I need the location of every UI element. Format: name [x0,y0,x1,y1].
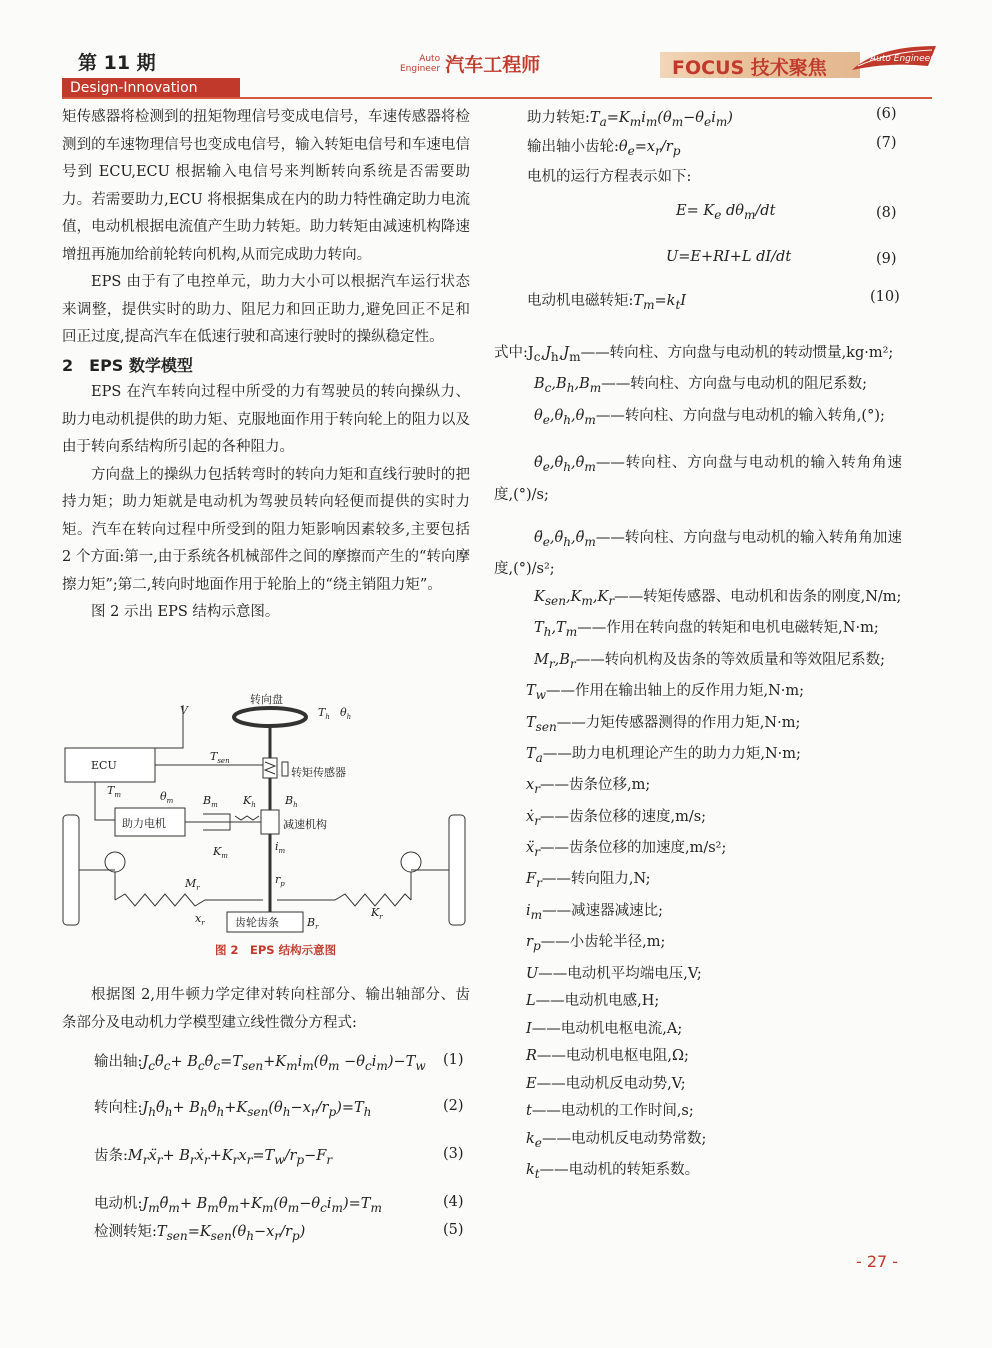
reducer-box [261,810,279,834]
issue-number: 第 11 期 [78,52,156,74]
label-th: $T_h$ [318,706,330,721]
definition-item: $\thetȧ_e,\thetȧ_h,\thetȧ_m——$转向柱、方向盘与电动机的输入转角角速度,(°)/s; [494,455,902,503]
definition-item: $T_a——$助力电机理论产生的助力力矩,N·m; [526,745,801,765]
paragraph: 根据图 2,用牛顿力学定律对转向柱部分、输出轴部分、齿条部分及电动机力学模型建立线性微分方程式: [62,987,470,1031]
definition-item: L——电动机电感,H; [526,993,660,1010]
label-v: V [180,704,188,717]
definition-item: $K_{sen},K_m,K_r——$转矩传感器、电动机和齿条的刚度,N/m; [534,588,902,608]
definition-item: $F_r——$转向阻力,N; [526,871,651,891]
rack-spring-left [115,894,263,906]
definition-item: U——电动机平均端电压,V; [526,965,702,982]
left-column-bottom [62,982,470,1037]
steering-wheel-icon [234,708,306,726]
paragraph: 方向盘上的操纵力包括转弯时的转向力矩和直线行驶时的把持力矩；助力矩就是电动机为驾驶员转向轻便而提供的实时力矩。汽车在转向过程中所受到的阻力矩影响因素较多,主要包括 2 个方面:第一,由于系统各机械部件之间的摩擦而产生的“转向摩擦力矩”;第二,转向时地面作用于轮胎上的“绕主销阻力矩”。 [62,466,470,593]
definition-item: $k_t——$电动机的转矩系数。 [526,1162,700,1181]
figure-caption: 图 2 EPS 结构示意图 [215,943,337,957]
definition-item: ẋ$_r$——齿条位移的速度,m/s; [526,808,707,828]
equation-number: (1) [443,1052,464,1068]
equation-number: (9) [876,251,897,267]
definition-item: $T_w——$作用在输出轴上的反作用力矩,N·m; [526,683,805,703]
rack-spring-right [277,894,411,906]
equation-4: 电动机$:J_m\thetä_m+$ $B_m\thetȧ_m+K_m(\theta_m-\theta_ci_m)=T_m$ [94,1196,382,1215]
section-heading: 2 EPS 数学模型 [62,355,193,375]
eps-structure-diagram [55,690,475,935]
page-number: - 27 - [856,1252,899,1271]
label-kh: $K_h$ [243,794,256,809]
paragraph: 图 2 示出 EPS 结构示意图。 [91,604,280,620]
label-steering-wheel: 转向盘 [250,693,283,706]
equation-number: (10) [870,289,900,305]
definition-item: $B_c,B_h,B_m——$转向柱、方向盘与电动机的阻尼系数; [534,376,868,396]
label-bh: $B_h$ [285,794,298,809]
label-kr: $K_r$ [371,906,383,921]
label-mr: $M_r$ [185,877,200,892]
section-band: Design-Innovation [62,78,240,98]
paragraph: 矩传感器将检测到的扭矩物理信号变成电信号，车速传感器将检测到的车速物理信号也变成电信号，输入转矩电信号和车速电信号到 ECU,ECU 根据输入电信号来判断转向系统是否需要助力。若需要助力,ECU 将根据集成在内的助力特性确定助力电流值，电动机根据电流值产生助力转矩。助力转矩由减速机构降速增扭再施加给前轮转向机构,从而完成助力转向。 [62,109,470,263]
label-theta-h: $\theta_h$ [340,706,352,721]
equation-9: U=E+RI+L dI/dt [666,249,792,265]
equation-number: (6) [876,106,897,122]
motor-equation-intro: 电机的运行方程表示如下: [527,169,692,185]
equation-3: 齿条$:M_rẍ_r+$ $B_rẋ_r+K_rx_r=T_w/r_p-F_r$ [94,1148,333,1167]
equation-number: (5) [443,1222,464,1238]
equation-5: 检测转矩$:T_{sen}=K_{sen}(\theta_h-x_r/r_p)$ [94,1224,306,1243]
definition-item: t——电动机的工作时间,s; [526,1103,694,1120]
definition-item: $T_h,T_m——$作用在转向盘的转矩和电机电磁转矩,N·m; [534,620,879,640]
definition-item: $r_p——$小齿轮半径,m; [526,934,666,954]
right-kingpin-icon [401,852,421,872]
auto-engineer-badge [848,40,940,74]
equation-6: 助力转矩$:T_a=K_mi_m(\theta_m-\theta_ei_m)$ [527,110,733,129]
definition-item: $T_{sen}——$力矩传感器测得的作用力矩,N·m; [526,714,801,734]
equation-number: (7) [876,135,897,151]
label-bm: $B_m$ [203,794,218,809]
magazine-logo [400,50,540,77]
left-column-top [62,104,470,627]
focus-title: FOCUS 技术聚焦 [672,57,827,79]
label-ecu: ECU [91,759,117,772]
equation-8: $E= K_e$ $d\theta_m/dt$ [676,203,776,222]
label-torque-sensor: 转矩传感器 [291,766,346,779]
definition-item: $\thetä_e,\thetä_h,\thetä_m——$转向柱、方向盘与电动机的输入转角角加速度,(°)/s²; [494,530,902,578]
definition-item: $M_r,B_r——$转向机构及齿条的等效质量和等效阻尼系数; [534,651,886,671]
definition-item: 式中$:J_c,J_h,J_m——$转向柱、方向盘与电动机的转动惯量,kg·m²; [494,345,894,364]
logo-title: 汽车工程师 [445,54,541,76]
equation-number: (4) [443,1194,464,1210]
label-rack: 齿轮齿条 [235,916,279,929]
label-reducer: 减速机构 [283,818,327,831]
equation-2: 转向柱$:J_h\thetä_h+$ $B_h\thetȧ_h+K_{sen}(\theta_h-x_r/r_p)=T_h$ [94,1100,372,1119]
label-tsen: $T_{sen}$ [210,750,230,765]
label-xr: $x_r$ [195,912,205,927]
left-wheel-icon [63,815,79,925]
definition-item: $\theta_e,\theta_h,\theta_m——$转向柱、方向盘与电动机的输入转角,(°); [534,407,885,427]
logo-small-text: Auto Engineer [400,53,441,74]
definition-item: E——电动机反电动势,V; [526,1075,686,1092]
definition-item: I——电动机电枢电流,A; [526,1020,683,1037]
label-br: $B_r$ [307,916,319,931]
definition-item: R——电动机电枢电阻,Ω; [526,1048,689,1065]
definition-item: $x_r——$齿条位移,m; [526,777,651,797]
symbol-definitions [494,340,902,1188]
right-wheel-icon [449,815,465,925]
equation-number: (8) [876,205,897,221]
left-kingpin-icon [105,852,125,872]
label-theta-m: $\theta_m$ [160,790,174,805]
svg-text:Auto Engineer: Auto Engineer [870,54,934,64]
equation-number: (2) [443,1098,464,1114]
definition-item: ẍ$_r$——齿条位移的加速度,m/s²; [526,840,727,859]
equation-10: 电动机电磁转矩$:T_m=k_tI$ [527,293,687,312]
equation-number: (3) [443,1146,464,1162]
header-rule [62,97,932,99]
label-im: $i_m$ [275,840,286,855]
definition-item: $k_e——$电动机反电动势常数; [526,1130,707,1150]
equation-1: 输出轴$:J_c\thetä_c+$ $B_c\thetȧ_c=T_{sen}+K_mi_m(\theta_m -\theta_ci_m)-T_w$ [94,1054,426,1073]
definition-item: $i_m——$减速器减速比; [526,902,663,922]
label-motor: 助力电机 [122,817,166,830]
label-rp: $r_p$ [275,873,285,888]
label-km: $K_m$ [213,845,228,860]
paragraph: EPS 在汽车转向过程中所受的力有驾驶员的转向操纵力、助力电动机提供的助力矩、克服地面作用于转向轮上的阻力以及由于转向系结构所引起的各种阻力。 [62,384,470,455]
equation-7: 输出轴小齿轮$:\theta_e=x_r/r_p$ [527,139,681,158]
label-tm: $T_m$ [107,784,121,799]
paragraph: EPS 由于有了电控单元，助力大小可以根据汽车运行状态来调整，提供实时的助力、阻尼力和回正助力,避免回正不足和回正过度,提高汽车在低速行驶和高速行驶时的操纵稳定性。 [62,274,470,345]
